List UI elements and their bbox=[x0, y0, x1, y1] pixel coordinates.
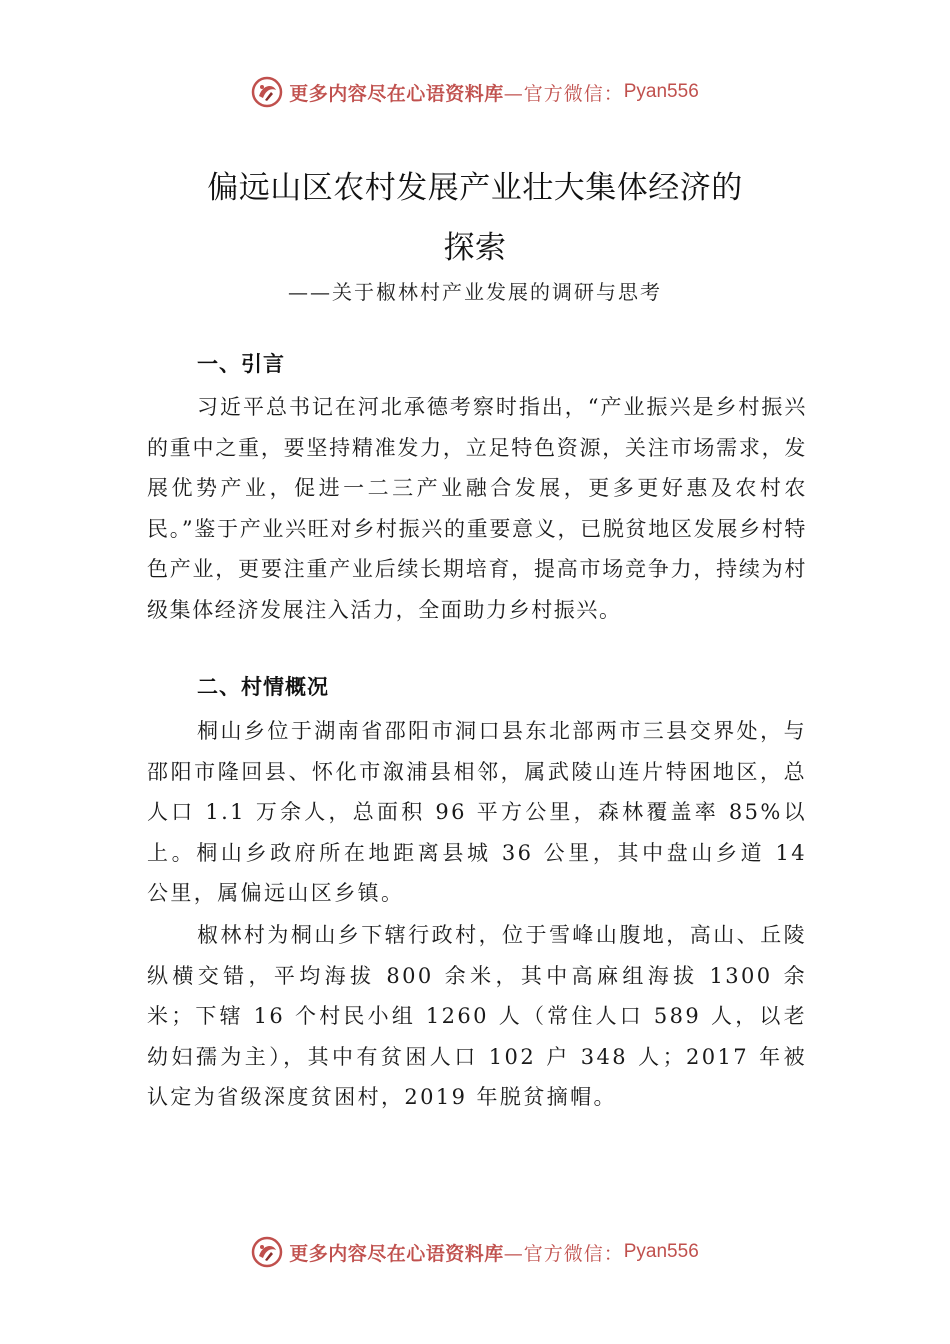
brand-logo-icon bbox=[251, 76, 283, 108]
document-title-line1: 偏远山区农村发展产业壮大集体经济的 bbox=[207, 170, 743, 206]
watermark-label: —官方微信： bbox=[503, 1242, 624, 1265]
brand-logo-icon bbox=[251, 1236, 283, 1268]
footer-watermark bbox=[0, 1232, 950, 1272]
watermark-label: —官方微信： bbox=[503, 82, 624, 105]
header-watermark bbox=[0, 72, 950, 112]
document-subtitle: ——关于椒林村产业发展的调研与思考 bbox=[288, 280, 662, 304]
section-heading-introduction: 一、引言 bbox=[197, 352, 285, 376]
document-title-line2: 探索 bbox=[443, 230, 507, 266]
paragraph-village-overview: 椒林村为桐山乡下辖行政村，位于雪峰山腹地，高山、丘陵纵横交错，平均海拔 800 余米，其中高麻组海拔 1300 余米；下辖 16 个村民小组 1260 人（常住人口 589 人，以老幼妇孺为主），其中有贫困人口 102 户 348 人；2017 年被认定为省级深度贫困村，2019 年脱贫摘帽。 bbox=[147, 923, 808, 1109]
paragraph-introduction: 习近平总书记在河北承德考察时指出，“产业振兴是乡村振兴的重中之重，要坚持精准发力，立足特色资源，关注市场需求，发展优势产业，促进一二三产业融合发展，更多更好惠及农村农民。”鉴于产业兴旺对乡村振兴的重要意义，已脱贫地区发展乡村特色产业，更要注重产业后续长期培育，提高市场竞争力，持续为村级集体经济发展注入活力，全面助力乡村振兴。 bbox=[147, 395, 807, 622]
watermark-wechat-id: Pyan556 bbox=[623, 81, 699, 102]
paragraph-township-overview: 桐山乡位于湖南省邵阳市洞口县东北部两市三县交界处，与邵阳市隆回县、怀化市溆浦县相邻，属武陵山连片特困地区，总人口 1.1 万余人，总面积 96 平方公里，森林覆盖率 85%以上。桐山乡政府所在地距离县城 36 公里，其中盘山乡道 14 公里，属偏远山区乡镇。 bbox=[147, 719, 807, 905]
watermark-text: 更多内容尽在心语资料库 bbox=[289, 1242, 504, 1265]
watermark-text: 更多内容尽在心语资料库 bbox=[289, 82, 504, 105]
watermark-wechat-id: Pyan556 bbox=[623, 1241, 699, 1262]
section-heading-village-overview: 二、村情概况 bbox=[197, 675, 329, 699]
